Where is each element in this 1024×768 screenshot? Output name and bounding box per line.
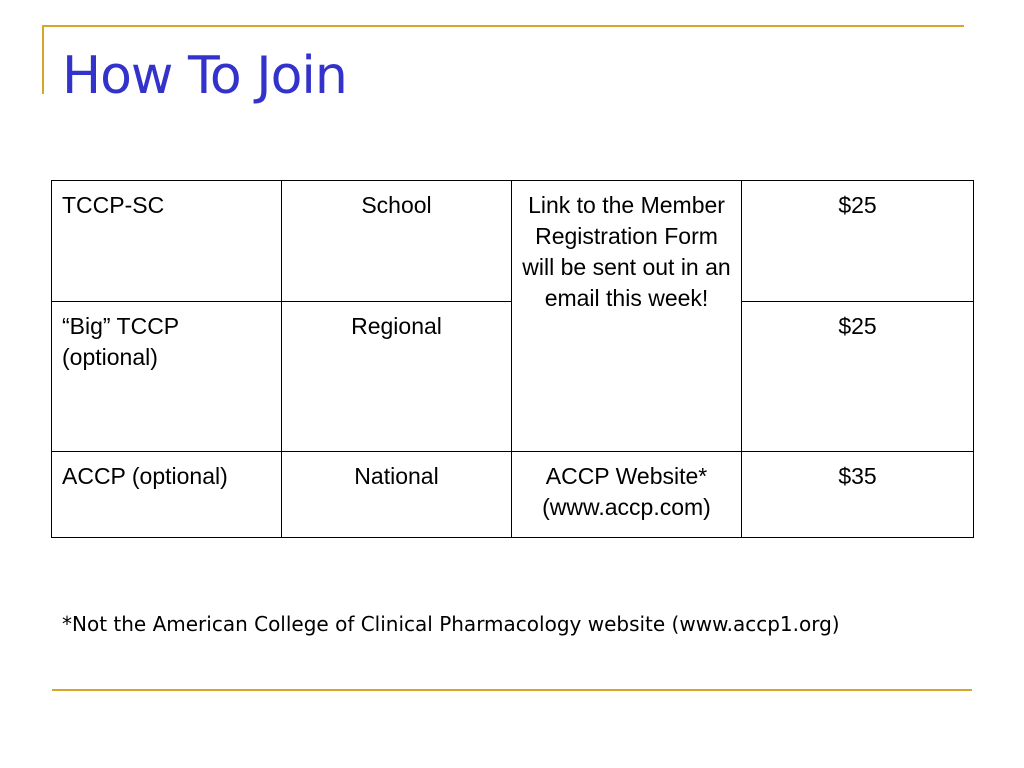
frame-bottom-rule <box>52 689 972 691</box>
registration-info-cell: Link to the Member Registration Form will be sent out in an email this week! <box>512 181 742 452</box>
slide-title: How To Join <box>62 46 347 106</box>
level-cell: National <box>282 452 512 538</box>
website-cell: ACCP Website* (www.accp.com) <box>512 452 742 538</box>
frame-top-rule <box>42 25 964 27</box>
frame-left-rule <box>42 26 44 94</box>
table-row <box>52 452 974 538</box>
org-cell: “Big” TCCP (optional) <box>52 302 282 452</box>
fee-cell: $35 <box>742 452 974 538</box>
fee-cell: $25 <box>742 302 974 452</box>
level-cell: School <box>282 181 512 302</box>
table-row <box>52 181 974 302</box>
level-cell: Regional <box>282 302 512 452</box>
org-cell: ACCP (optional) <box>52 452 282 538</box>
org-cell: TCCP-SC <box>52 181 282 302</box>
membership-table <box>51 180 974 538</box>
fee-cell: $25 <box>742 181 974 302</box>
footnote: *Not the American College of Clinical Pharmacology website (www.accp1.org) <box>62 612 840 636</box>
